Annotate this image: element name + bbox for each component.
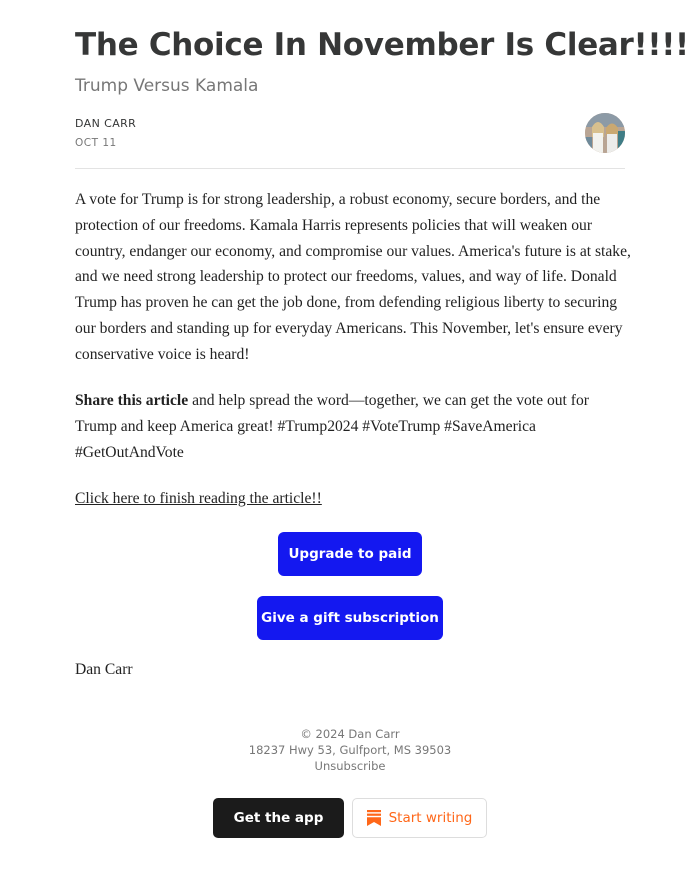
finish-reading-paragraph	[75, 486, 631, 512]
avatar[interactable]	[585, 113, 625, 153]
footer-address: 18237 Hwy 53, Gulfport, MS 39503	[248, 743, 452, 757]
footer	[75, 726, 625, 774]
post-title[interactable]: The Choice In November Is Clear!!!!	[75, 27, 689, 63]
gift-subscription-button[interactable]: Give a gift subscription	[257, 596, 443, 640]
upgrade-to-paid-button[interactable]: Upgrade to paid	[278, 532, 422, 576]
share-rest-text: and help spread the word—together, we can get the vote out for Trump and keep America great! #Trump2024 #VoteTrump #SaveAmerica #GetOutAndVote	[75, 392, 589, 461]
unsubscribe-link[interactable]: Unsubscribe	[314, 759, 386, 773]
substack-logo-icon	[367, 810, 381, 826]
start-writing-label: Start writing	[388, 810, 473, 826]
footer-copyright: © 2024 Dan Carr	[300, 727, 400, 741]
share-paragraph	[75, 388, 631, 465]
signoff: Dan Carr	[75, 661, 133, 678]
avatar-photo-icon	[585, 113, 625, 153]
post-subtitle: Trump Versus Kamala	[75, 76, 259, 96]
get-the-app-button[interactable]: Get the app	[213, 798, 344, 838]
header-divider	[75, 168, 625, 169]
finish-reading-link[interactable]: Click here to finish reading the article!!	[75, 490, 322, 507]
post-date: OCT 11	[75, 137, 117, 149]
start-writing-button[interactable]	[352, 798, 487, 838]
share-bold-text: Share this article	[75, 392, 189, 409]
body-paragraph: A vote for Trump is for strong leadership, a robust economy, secure borders, and the protection of our freedoms. Kamala Harris represents policies that will weaken our country, endanger our economy, and compromise our values. America's future is at stake, and we need strong leadership to protect our freedoms, values, and way of life. Donald Trump has proven he can get the job done, from defending religious liberty to securing our borders and standing up for everyday Americans. This November, let's ensure every conservative voice is heard!	[75, 191, 631, 363]
author-name[interactable]: DAN CARR	[75, 117, 137, 130]
